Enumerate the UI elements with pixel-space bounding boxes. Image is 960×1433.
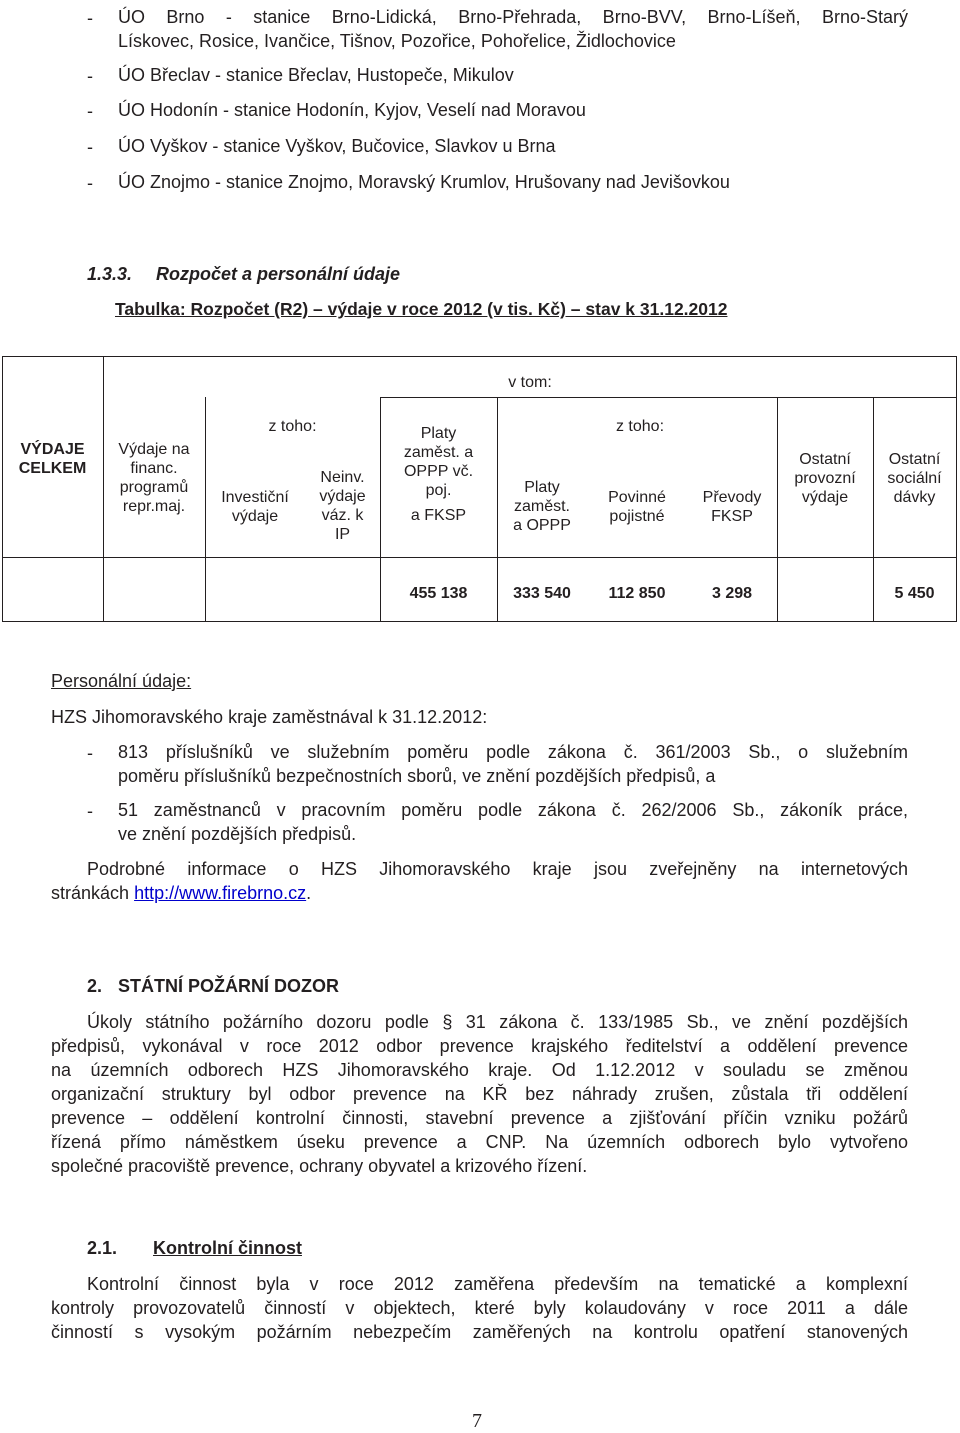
header-invest: Investiční výdaje: [221, 489, 289, 525]
list-dash: -: [87, 743, 93, 763]
page-number: 7: [472, 1410, 482, 1432]
personal-item: 51 zaměstnanců v pracovním poměru podle zákona č. 262/2006 Sb., zákoník práce,: [118, 800, 908, 820]
value-pojistne: 112 850: [608, 585, 666, 602]
station-line: ÚO Znojmo - stanice Znojmo, Moravský Krumlov, Hrušovany nad Jevišovkou: [118, 172, 730, 192]
header-provozni: Ostatní provozní výdaje: [794, 451, 856, 506]
station-line: ÚO Brno - stanice Brno-Lidická, Brno-Přehrada, Brno-BVV, Brno-Líšeň, Brno-Starý: [118, 7, 908, 27]
header-platy: Platy zaměst. a OPPP vč. poj. a FKSP: [403, 425, 474, 524]
personal-intro: HZS Jihomoravského kraje zaměstnával k 31.12.2012:: [51, 707, 488, 727]
header-programs: Výdaje na financ. programů repr.maj.: [118, 441, 190, 515]
header-platy-zam: Platy zaměst. a OPPP: [513, 479, 571, 534]
station-line: Lískovec, Rosice, Ivančice, Tišnov, Pozořice, Pohořelice, Židlochovice: [118, 31, 676, 51]
z-toho-label: z toho:: [615, 418, 665, 435]
info-paragraph: Podrobné informace o HZS Jihomoravského kraje jsou zveřejněny na internetových: [87, 859, 908, 879]
station-line: ÚO Břeclav - stanice Břeclav, Hustopeče, Mikulov: [118, 65, 514, 85]
section-title: Kontrolní činnost: [153, 1238, 302, 1258]
section-number: 1.3.3.: [87, 264, 133, 284]
section-number: 2.: [87, 976, 103, 996]
personal-item: 813 příslušníků ve služebním poměru podle zákona č. 361/2003 Sb., o služebním: [118, 742, 908, 762]
header-socialni: Ostatní sociální dávky: [887, 451, 942, 506]
station-line: ÚO Hodonín - stanice Hodonín, Kyjov, Veselí nad Moravou: [118, 100, 586, 120]
value-fksp: 3 298: [711, 585, 753, 602]
value-socialni: 5 450: [894, 585, 935, 602]
value-platy-zam: 333 540: [513, 585, 571, 602]
station-line: ÚO Vyškov - stanice Vyškov, Bučovice, Slavkov u Brna: [118, 136, 556, 156]
list-dash: -: [87, 173, 93, 193]
personal-item: ve znění pozdějších předpisů.: [118, 824, 357, 844]
table-caption: Tabulka: Rozpočet (R2) – výdaje v roce 2012 (v tis. Kč) – stav k 31.12.2012: [115, 299, 728, 319]
info-paragraph-line: stránkách http://www.firebrno.cz.: [51, 883, 312, 903]
section-title: STÁTNÍ POŽÁRNÍ DOZOR: [118, 976, 339, 996]
value-platy: 455 138: [409, 585, 468, 602]
personal-heading: Personální údaje:: [51, 671, 192, 691]
list-dash: -: [87, 101, 93, 121]
section-number: 2.1.: [87, 1238, 118, 1258]
header-total: VÝDAJE CELKEM: [18, 441, 87, 477]
header-pojistne: Povinné pojistné: [608, 489, 666, 525]
list-dash: -: [87, 801, 93, 821]
section-title: Rozpočet a personální údaje: [156, 264, 401, 284]
v-tom-label: v tom:: [508, 374, 552, 391]
header-neinv: Neinv. výdaje váz. k IP: [319, 469, 366, 543]
firebrno-link[interactable]: http://www.firebrno.cz: [134, 883, 307, 903]
header-fksp: Převody FKSP: [702, 489, 762, 525]
z-toho-label: z toho:: [268, 418, 317, 435]
personal-item: poměru příslušníků bezpečnostních sborů, ve znění pozdějších předpisů, a: [118, 766, 716, 786]
list-dash: -: [87, 66, 93, 86]
list-dash: -: [87, 137, 93, 157]
list-dash: -: [87, 8, 93, 28]
